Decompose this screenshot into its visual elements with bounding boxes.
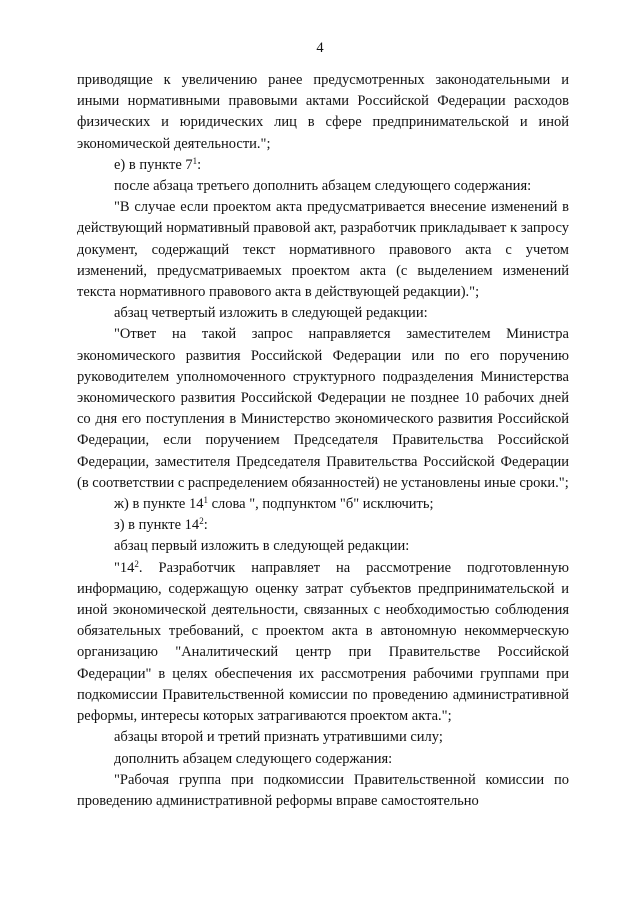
paragraph-text: абзац четвертый изложить в следующей редакции: <box>114 305 428 322</box>
paragraph-text: "14 <box>114 559 135 576</box>
paragraph-text: з) в пункте 14 <box>114 517 200 534</box>
paragraph <box>77 515 569 536</box>
paragraph-text: : <box>203 517 208 534</box>
paragraph <box>77 536 569 557</box>
paragraph <box>77 727 569 748</box>
paragraph-text: "Рабочая группа при подкомиссии Правительственной комиссии по проведению административной реформы вправе самостоятельно <box>77 771 569 809</box>
paragraph-text: е) в пункте 7 <box>114 156 193 173</box>
paragraph-text: : <box>197 156 202 173</box>
superscript: 1 <box>192 155 198 166</box>
paragraph <box>77 155 569 176</box>
superscript: 2 <box>134 558 139 569</box>
paragraph <box>77 197 569 303</box>
paragraph-text: . Разработчик направляет на рассмотрение подготовленную информацию, содержащую оценку затрат субъектов предпринимательской и иной экономической деятельности, связанных с необходимостью соблюдения обязательных требований, с проектом акта в автономную некоммерческую организацию "Аналитический центр при Правительстве Российской Федерации" в целях обеспечения их рассмотрения рабочими группами при подкомиссии Правительственной комиссии по проведению административной реформы, интересы которых затрагиваются проектом акта."; <box>77 559 569 725</box>
page-number: 4 <box>316 40 324 56</box>
paragraph <box>77 770 569 812</box>
paragraph-text: ж) в пункте 14 <box>114 496 204 513</box>
paragraph-text: приводящие к увеличению ранее предусмотренных законодательными и иными нормативными правовыми актами Российской Федерации расходов физических и юридических лиц в сфере предпринимательской и иной экономической деятельности."; <box>77 72 569 152</box>
paragraph <box>77 303 569 324</box>
paragraph <box>77 558 569 728</box>
paragraph-text: абзацы второй и третий признать утратившими силу; <box>114 729 443 746</box>
superscript: 2 <box>199 516 204 527</box>
paragraph <box>77 176 569 197</box>
paragraph-text: слова ", подпунктом "б" исключить; <box>207 496 434 513</box>
paragraph <box>77 70 569 155</box>
document-body <box>77 70 569 812</box>
paragraph-text: абзац первый изложить в следующей редакции: <box>114 538 410 555</box>
paragraph <box>77 749 569 770</box>
paragraph-text: после абзаца третьего дополнить абзацем следующего содержания: <box>114 178 532 195</box>
paragraph <box>77 324 569 494</box>
superscript: 1 <box>203 495 208 506</box>
paragraph-text: "В случае если проектом акта предусматривается внесение изменений в действующий нормативный правовой акт, разработчик прикладывает к запросу документ, содержащий текст нормативного правового акта с учетом изменений, предусматриваемых проектом акта (с выделением изменений текста нормативного правового акта в действующей редакции)."; <box>77 199 569 301</box>
paragraph <box>77 494 569 515</box>
paragraph-text: дополнить абзацем следующего содержания: <box>114 750 393 767</box>
paragraph-text: "Ответ на такой запрос направляется заместителем Министра экономического развития Российской Федерации или по его поручению руководителем уполномоченного структурного подразделения Министерства экономического развития Российской Федерации не позднее 10 рабочих дней со дня его поступления в Министерство экономического развития Российской Федерации, если поручением Председателя Правительства Российской Федерации, заместителя Председателя Правительства Российской Федерации (в соответствии с распределением обязанностей) не установлены иные сроки."; <box>77 326 569 491</box>
